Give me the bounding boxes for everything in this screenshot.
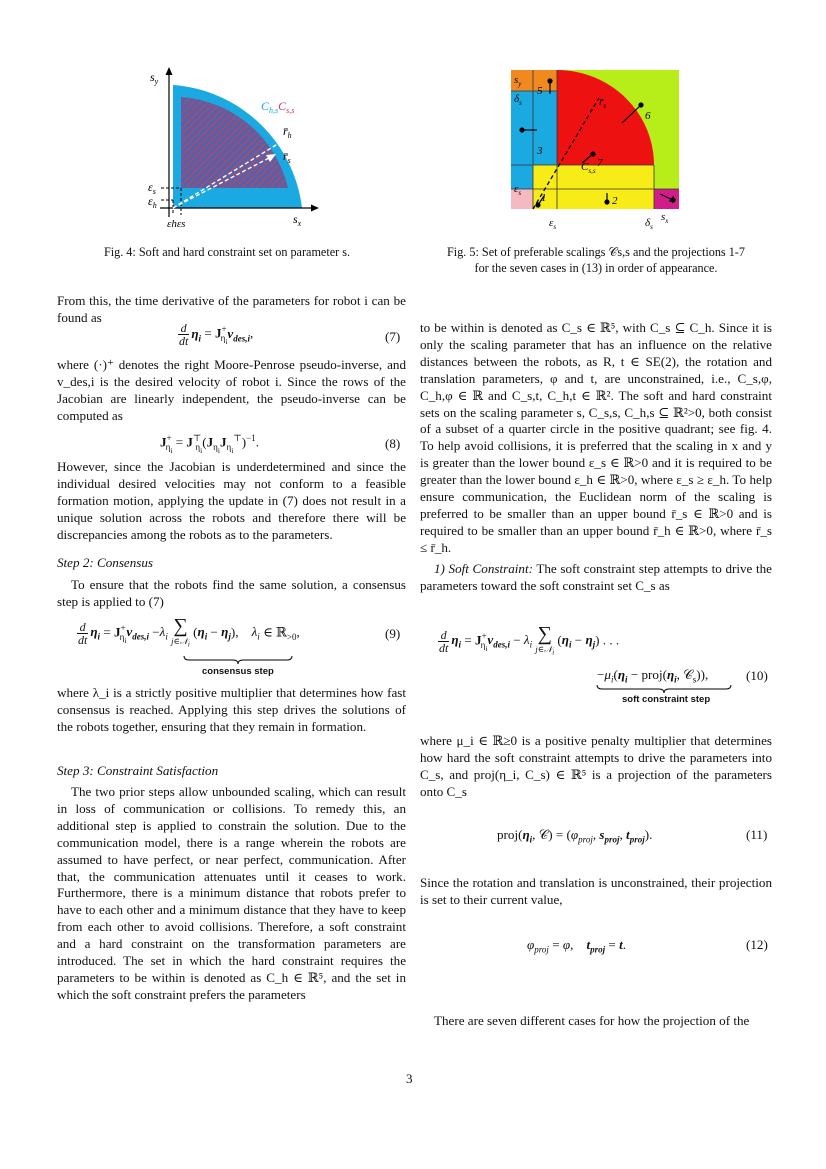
eq9-underbrace — [183, 655, 293, 665]
fig5-delta-label: $\delta_s$ — [514, 93, 522, 107]
eq9-brace-label: consensus step — [202, 666, 274, 677]
svg-text:4: 4 — [669, 194, 675, 206]
figure-5 — [511, 70, 679, 232]
eq10-underbrace — [596, 684, 732, 694]
step3-heading: Step 3: Constraint Satisfaction — [57, 763, 219, 778]
fig4-eps-axis-label: εhεs — [167, 218, 186, 230]
svg-text:1: 1 — [541, 192, 547, 204]
svg-text:3: 3 — [537, 145, 543, 157]
fig5-rs-label: $r̄_s$ — [599, 96, 607, 110]
sy-arrow — [166, 67, 173, 75]
figure-4 — [145, 65, 320, 235]
equation-12: $\varphi_{proj} = \varphi$, $t_{proj} = t$. — [527, 937, 626, 955]
equation-8: $J^+_{\eta_i} = J^⊤_{\eta_i}(J_{\eta_i}J_{\eta_i}^⊤)^{-1}$. — [160, 433, 259, 455]
equation-11: $proj(\eta_i$, 𝒞) = ($\varphi_{proj}$, $s_{proj}$, $t_{proj}$). — [497, 827, 653, 845]
page-number: 3 — [406, 1071, 413, 1086]
fig4-eps-s-label: $\varepsilon_s$ — [148, 180, 156, 196]
fig4-sx-label: $s_x$ — [293, 212, 302, 228]
fig5-eps-axis-label: $\varepsilon_s$ — [549, 217, 557, 231]
soft-constraint-heading: 1) Soft Constraint: — [434, 561, 533, 576]
region-lime-right — [654, 165, 679, 189]
left-paragraph-6: The two prior steps allow unbounded scaling, which can result in loss of communication or collisions. To remedy this, an additional step is applied to constrain the solution. Due to the communication model, there is a range wherein the robots are assumed to have perfect, or near perfect, communication. After that, the communication attenuates until it ceases to work. Furthermore, there is a minimum distance that robots prefer to have to each other and a minimum distance that they have to keep from each other to avoid collisions. Therefore, a soft constraint and a hard constraint on the transformation parameters are introduced. The set in which the hard constraint requires the parameters to be within is denoted as C_h ∈ ℝ⁵, and the set in which the soft constraint prefers the parameters — [57, 784, 406, 1002]
fig4-rh-label: $r̄_h$ — [283, 124, 292, 140]
right-paragraph-5: There are seven different cases for how the projection of the — [434, 1013, 750, 1028]
svg-text:7: 7 — [597, 157, 603, 169]
svg-text:5: 5 — [537, 85, 543, 97]
eq11-number: (11) — [746, 827, 768, 842]
left-paragraph-3: However, since the Jacobian is underdetermined and since the individual desired velocities may not conform to a feasible formation motion, applying the update in (7) does not result in a unique solution across the robots and therefore there will be discrepancies among the robots as to the parameters. — [57, 459, 406, 542]
fig4-sy-label: $s_y$ — [150, 70, 159, 86]
eq12-number: (12) — [746, 937, 768, 952]
right-paragraph-4: Since the rotation and translation is unconstrained, their projection is set to their current value, — [420, 875, 772, 907]
left-paragraph-2: where (·)⁺ denotes the right Moore-Penrose pseudo-inverse, and v_des,i is the desired velocity of robot i. Since the rows of the Jacobian are linearly independent, the pseudo-inverse can be computed as — [57, 357, 406, 423]
fig4-set-labels: $C_{h,s}C_{s,s}$ — [261, 99, 295, 115]
svg-text:6: 6 — [645, 110, 651, 122]
eq8-number: (8) — [385, 436, 401, 451]
right-paragraph-3: where μ_i ∈ ℝ≥0 is a positive penalty multiplier that determines how hard the soft constraint attempts to drive the parameters into C_s, and proj(η_i, C_s) ∈ ℝ⁵ is a projection of the parameters onto C_s — [420, 733, 772, 799]
fig5-sy-label: $s_y$ — [514, 74, 522, 88]
eq9-number: (9) — [385, 626, 401, 641]
eq10-brace-label: soft constraint step — [622, 694, 711, 705]
right-paragraph-2: 1) Soft Constraint: The soft constraint step attempts to drive the parameters toward the soft constraint set C_s as — [420, 561, 772, 593]
equation-7: $\frac{d}{dt}$ $\eta_i = J^+_{\eta_i}v_{des,i}$, — [179, 321, 254, 348]
fig5-eps-label: $\varepsilon_s$ — [514, 183, 522, 197]
left-paragraph-5: where λ_i is a strictly positive multiplier that determines how fast consensus is reached. Applying this step drives the solutions of the robots together, ensuring that they remain in formation. — [57, 685, 406, 734]
left-paragraph-1: From this, the time derivative of the parameters for robot i can be found as — [57, 293, 406, 325]
equation-9: $\frac{d}{dt}$ $\eta_i = J^+_{\eta_i}v_{des,i} -\lambda_i$ ∑ j∈𝒩$_i$ $(\eta_i - \eta_j)$, $\lambda_i$ ∈ ℝ$_{>0}$, — [78, 615, 300, 649]
fig4-caption: Fig. 4: Soft and hard constraint set on parameter s. — [103, 245, 351, 259]
svg-text:2: 2 — [612, 195, 618, 207]
equation-10-line2: $-\mu_i(\eta_i$ − $proj(\eta_i$, 𝒞$_s$)), — [597, 667, 709, 685]
left-paragraph-4: To ensure that the robots find the same solution, a consensus step is applied to (7) — [57, 577, 406, 609]
fig5-css-label: $C_{s,s}$ — [581, 161, 596, 175]
sx-arrow — [311, 205, 319, 212]
eq7-number: (7) — [385, 329, 401, 344]
fig4-rs-label: $r̄_s$ — [283, 149, 291, 165]
eq10-number: (10) — [746, 668, 768, 683]
region-blue — [511, 91, 533, 189]
fig5-delta-axis-label: $\delta_s$ — [645, 217, 653, 231]
equation-10-line1: $\frac{d}{dt}$ $\eta_i = J^+_{\eta_i}v_{des,i} - \lambda_i$ ∑ j∈𝒩$_i$ $(\eta_i - \eta_j)$ . . . — [439, 623, 620, 657]
fig5-caption: Fig. 5: Set of preferable scalings 𝒞s,s and the projections 1-7 for the seven cases in (13) in order of appearance. — [447, 245, 745, 275]
fig4-eps-h-label: $\varepsilon_h$ — [148, 194, 157, 210]
region-yellow-bottom — [557, 189, 654, 209]
right-paragraph-1: to be within is denoted as C_s ∈ ℝ⁵, with C_s ⊆ C_h. Since it is only the scaling parameter that has an influence on the relative distances between the robots, as R, t ∈ SE(2), the rotation and translation parameters, φ and t, are unconstrained, i.e., C_s,φ, C_h,φ ∈ ℝ and C_s,t, C_h,t ∈ ℝ². The soft and hard constraint sets on the scaling parameter s, C_s,s, C_h,s ⊆ ℝ²>0, both consist of a subset of a quarter circle in the positive quadrant; see fig. 4. To help avoid collisions, it is preferred that the scaling in x and y is greater than the lower bound ε_s ∈ ℝ>0 and it is required to be greater than the lower bound ε_h ∈ ℝ>0, where ε_s ≥ ε_h. To help ensure communication, the Euclidean norm of the scaling is preferred to be smaller than an upper bound r̄_s ∈ ℝ>0 and is required to be smaller than an upper bound r̄_h ∈ ℝ>0, where r̄_s ≤ r̄_h. — [420, 320, 772, 555]
step2-heading: Step 2: Consensus — [57, 555, 154, 570]
fig5-sx-label: $s_x$ — [661, 211, 669, 225]
